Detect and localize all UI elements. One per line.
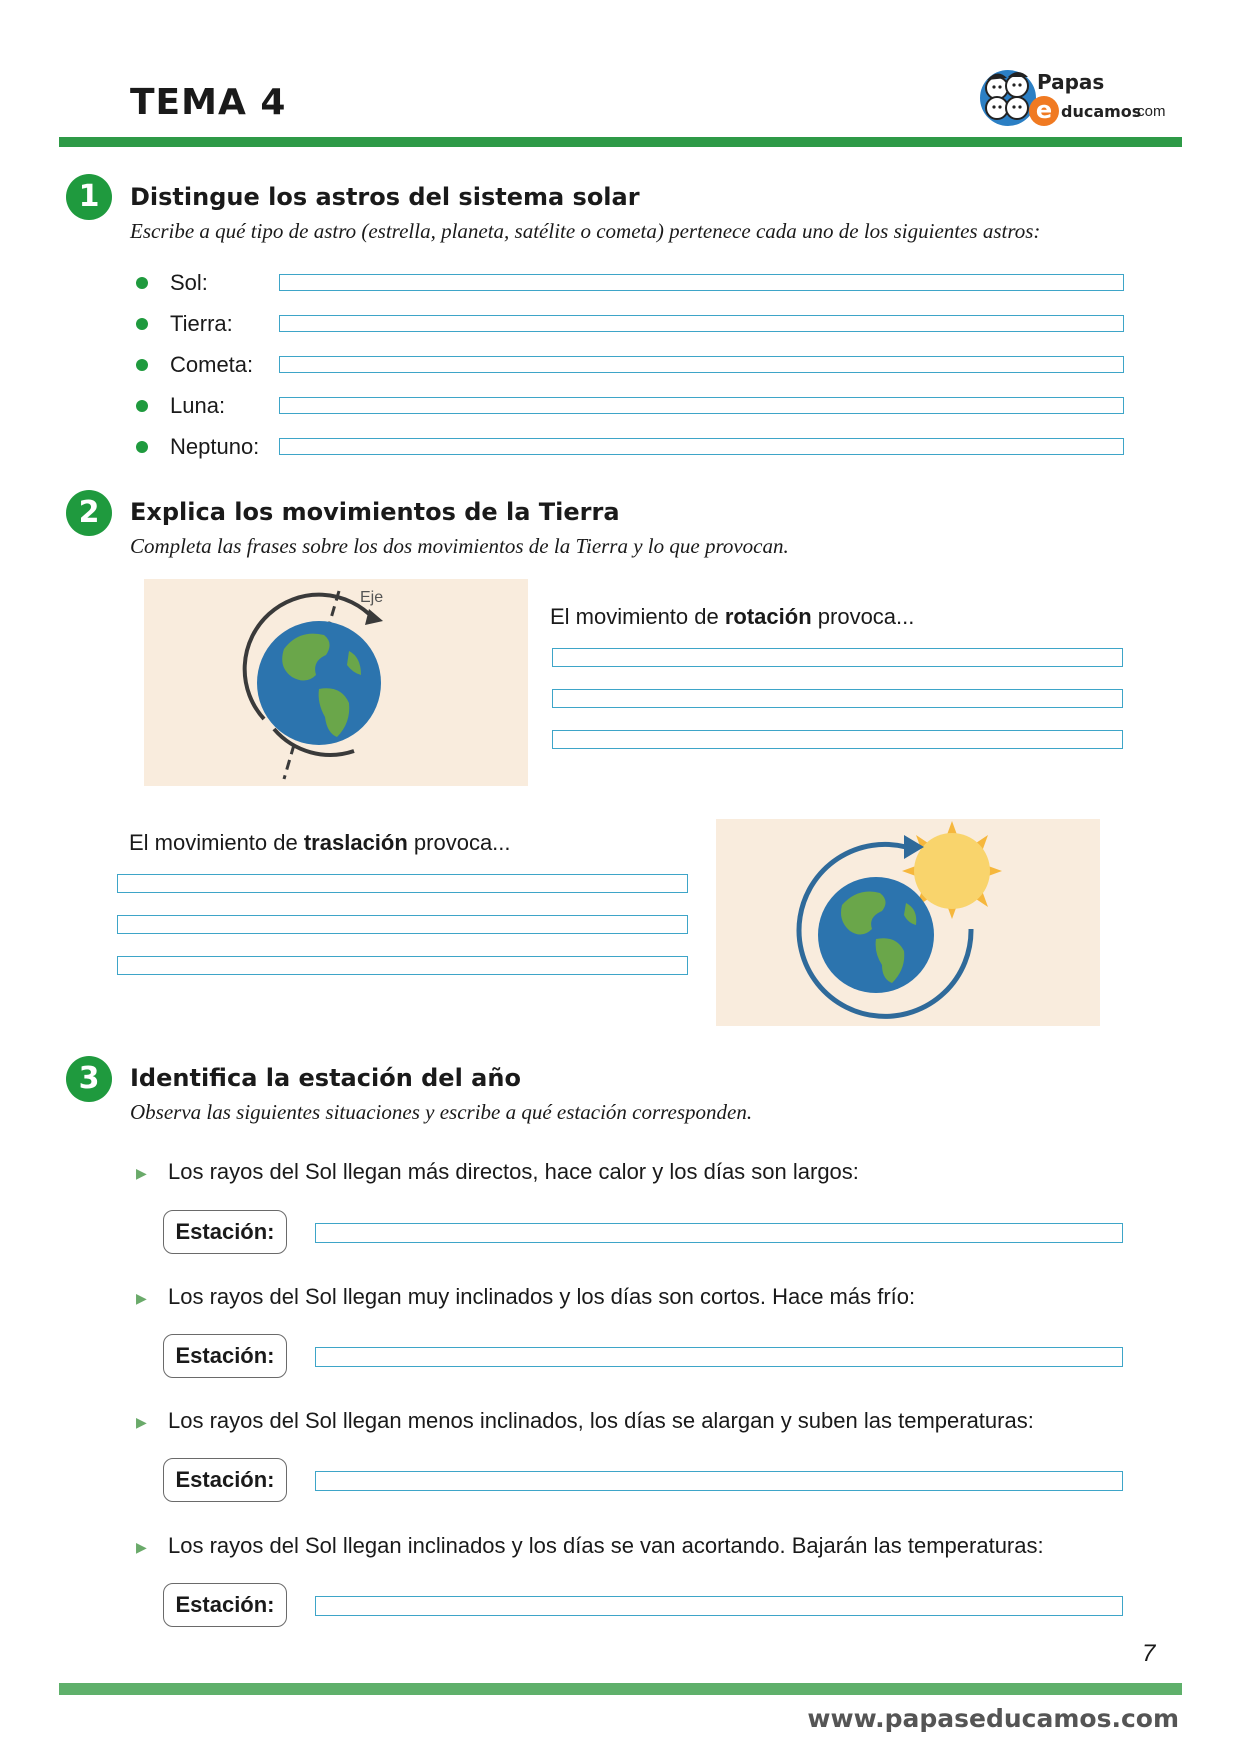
station-answer-line-1[interactable]	[315, 1223, 1123, 1243]
answer-line-luna[interactable]	[279, 397, 1124, 414]
station-label-box: Estación:	[163, 1583, 287, 1627]
triangle-bullet-icon: ▶	[136, 1290, 147, 1306]
logo-line2: ducamos	[1061, 102, 1142, 121]
bullet-dot-icon	[136, 359, 148, 371]
rotation-prefix: El movimiento de	[550, 604, 725, 629]
rotation-answer-line-3[interactable]	[552, 730, 1123, 749]
station-label-box: Estación:	[163, 1210, 287, 1254]
translation-suffix: provoca...	[407, 830, 511, 855]
translation-illustration	[716, 819, 1100, 1026]
situation-2-text: Los rayos del Sol llegan muy inclinados y los días son cortos. Hace más frío:	[168, 1284, 916, 1309]
header-rule	[59, 137, 1182, 147]
rotation-answer-line-2[interactable]	[552, 689, 1123, 708]
translation-answer-line-3[interactable]	[117, 956, 688, 975]
earth-orbit-sun-icon	[716, 819, 1100, 1026]
logo-line1: Papas	[1037, 70, 1105, 94]
triangle-bullet-icon: ▶	[136, 1414, 147, 1430]
section-3-subtitle: Observa las siguientes situaciones y escribe a qué estación corresponden.	[130, 1100, 753, 1124]
list-item	[136, 350, 1126, 380]
axis-label: Eje	[360, 589, 384, 606]
station-label-box: Estación:	[163, 1458, 287, 1502]
section-number-3: 3	[66, 1056, 112, 1102]
list-item	[136, 268, 1126, 298]
triangle-bullet-icon: ▶	[136, 1539, 147, 1555]
section-2-title: Explica los movimientos de la Tierra	[130, 498, 620, 526]
section-number-1: 1	[66, 174, 112, 220]
section-3-title: Identifica la estación del año	[130, 1064, 521, 1092]
rotation-answer-line-1[interactable]	[552, 648, 1123, 667]
section-2-subtitle: Completa las frases sobre los dos movimientos de la Tierra y lo que provocan.	[130, 534, 789, 558]
translation-prefix: El movimiento de	[129, 830, 304, 855]
logo-suffix: .com	[1133, 103, 1166, 120]
astro-label: Sol:	[170, 270, 208, 295]
bullet-dot-icon	[136, 277, 148, 289]
situation-3-text: Los rayos del Sol llegan menos inclinados, los días se alargan y suben las temperaturas:	[168, 1408, 1034, 1433]
answer-line-tierra[interactable]	[279, 315, 1124, 332]
rotation-prompt	[550, 604, 914, 630]
page-title: TEMA 4	[130, 82, 287, 123]
astro-label: Cometa:	[170, 352, 254, 377]
translation-bold: traslación	[303, 830, 408, 855]
answer-line-sol[interactable]	[279, 274, 1124, 291]
situation-1-text: Los rayos del Sol llegan más directos, hace calor y los días son largos:	[168, 1159, 859, 1184]
astro-label: Tierra:	[170, 311, 233, 336]
answer-line-neptuno[interactable]	[279, 438, 1124, 455]
bullet-dot-icon	[136, 441, 148, 453]
logo-e-letter: e	[1029, 96, 1059, 126]
rotation-bold: rotación	[724, 604, 812, 629]
station-answer-line-4[interactable]	[315, 1596, 1123, 1616]
earth-rotation-icon	[144, 579, 528, 786]
bullet-dot-icon	[136, 400, 148, 412]
answer-line-cometa[interactable]	[279, 356, 1124, 373]
list-item	[136, 309, 1126, 339]
translation-answer-line-2[interactable]	[117, 915, 688, 934]
list-item	[136, 432, 1126, 462]
page-number: 7	[1142, 1640, 1156, 1667]
astro-label: Neptuno:	[170, 434, 260, 459]
section-number-2: 2	[66, 490, 112, 536]
footer-rule	[59, 1683, 1182, 1695]
logo	[975, 60, 1185, 132]
footer-url[interactable]: www.papaseducamos.com	[807, 1704, 1179, 1733]
situation-4-text: Los rayos del Sol llegan inclinados y los días se van acortando. Bajarán las temperaturas:	[168, 1533, 1044, 1558]
list-item	[136, 391, 1126, 421]
station-answer-line-3[interactable]	[315, 1471, 1123, 1491]
translation-prompt	[129, 830, 511, 856]
station-label-box: Estación:	[163, 1334, 287, 1378]
triangle-bullet-icon: ▶	[136, 1165, 147, 1181]
bullet-dot-icon	[136, 318, 148, 330]
astro-label: Luna:	[170, 393, 226, 418]
rotation-illustration	[144, 579, 528, 786]
translation-answer-line-1[interactable]	[117, 874, 688, 893]
station-answer-line-2[interactable]	[315, 1347, 1123, 1367]
section-1-subtitle: Escribe a qué tipo de astro (estrella, planeta, satélite o cometa) pertenece cada uno de los siguientes astros:	[130, 219, 1041, 243]
rotation-suffix: provoca...	[811, 604, 915, 629]
section-1-title: Distingue los astros del sistema solar	[130, 183, 640, 211]
